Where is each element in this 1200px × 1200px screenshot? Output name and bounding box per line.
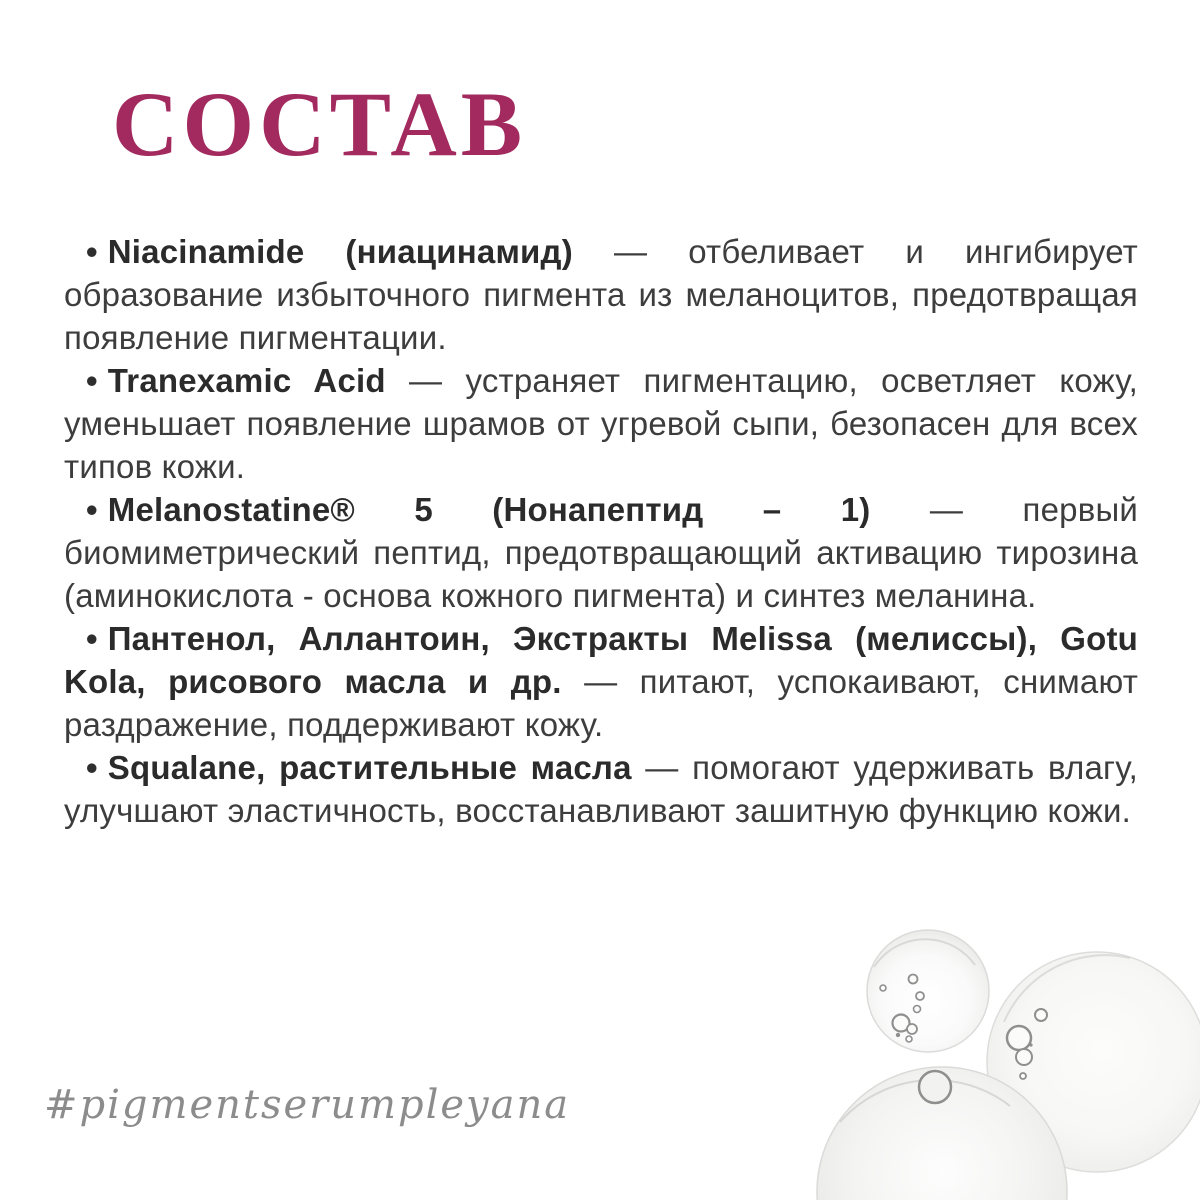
air-bubbles (1007, 1009, 1047, 1079)
serum-drop-small (867, 930, 989, 1052)
ingredient-item-melanostatine (64, 488, 1138, 617)
ingredient-item-squalane-oils (64, 746, 1138, 832)
ingredient-item-panthenol-extracts (64, 617, 1138, 746)
serum-drop-bottom (817, 1067, 1067, 1200)
air-bubbles (919, 1071, 951, 1103)
ingredient-name: Niacinamide (ниацинамид) (107, 233, 573, 270)
ingredient-name: Пантенол, Аллантоин, Экстракты Melissa (мелиссы), Gotu Kola, рисового масла и др. (64, 620, 1138, 700)
ingredient-name: Squalane, растительные масла (107, 749, 632, 786)
ingredient-description: — помогают удерживать влагу, улучшают эластичность, восстанавливают зашитную функцию кожи. (64, 749, 1138, 829)
air-bubbles (880, 975, 924, 1043)
serum-drop-large (987, 952, 1200, 1172)
ingredient-description: — первый биомиметрический пептид, предотвращающий активацию тирозина (аминокислота - основа кожного пигмента) и синтез меланина. (64, 491, 1138, 614)
ingredients-list (64, 230, 1138, 832)
hashtag-text: #pigmentserumpleyana (44, 1082, 571, 1128)
bullet-icon: • (86, 233, 98, 270)
ingredient-item-niacinamide (64, 230, 1138, 359)
page-title: СОСТАВ (112, 73, 527, 175)
bullet-icon: • (86, 749, 98, 786)
bullet-icon: • (86, 362, 98, 399)
bullet-icon: • (86, 620, 98, 657)
ingredient-name: Tranexamic Acid (107, 362, 386, 399)
ingredient-description: — устраняет пигментацию, осветляет кожу, уменьшает появление шрамов от угревой сыпи, безопасен для всех типов кожи. (64, 362, 1138, 485)
ingredient-description: — отбеливает и ингибирует образование избыточного пигмента из меланоцитов, предотвращая появление пигментации. (64, 233, 1138, 356)
ingredient-name: Melanostatine® 5 (Нонапептид – 1) (107, 491, 871, 528)
ingredient-description: — питают, успокаивают, снимают раздражение, поддерживают кожу. (64, 663, 1139, 743)
ingredient-item-tranexamic-acid (64, 359, 1138, 488)
bullet-icon: • (86, 491, 98, 528)
